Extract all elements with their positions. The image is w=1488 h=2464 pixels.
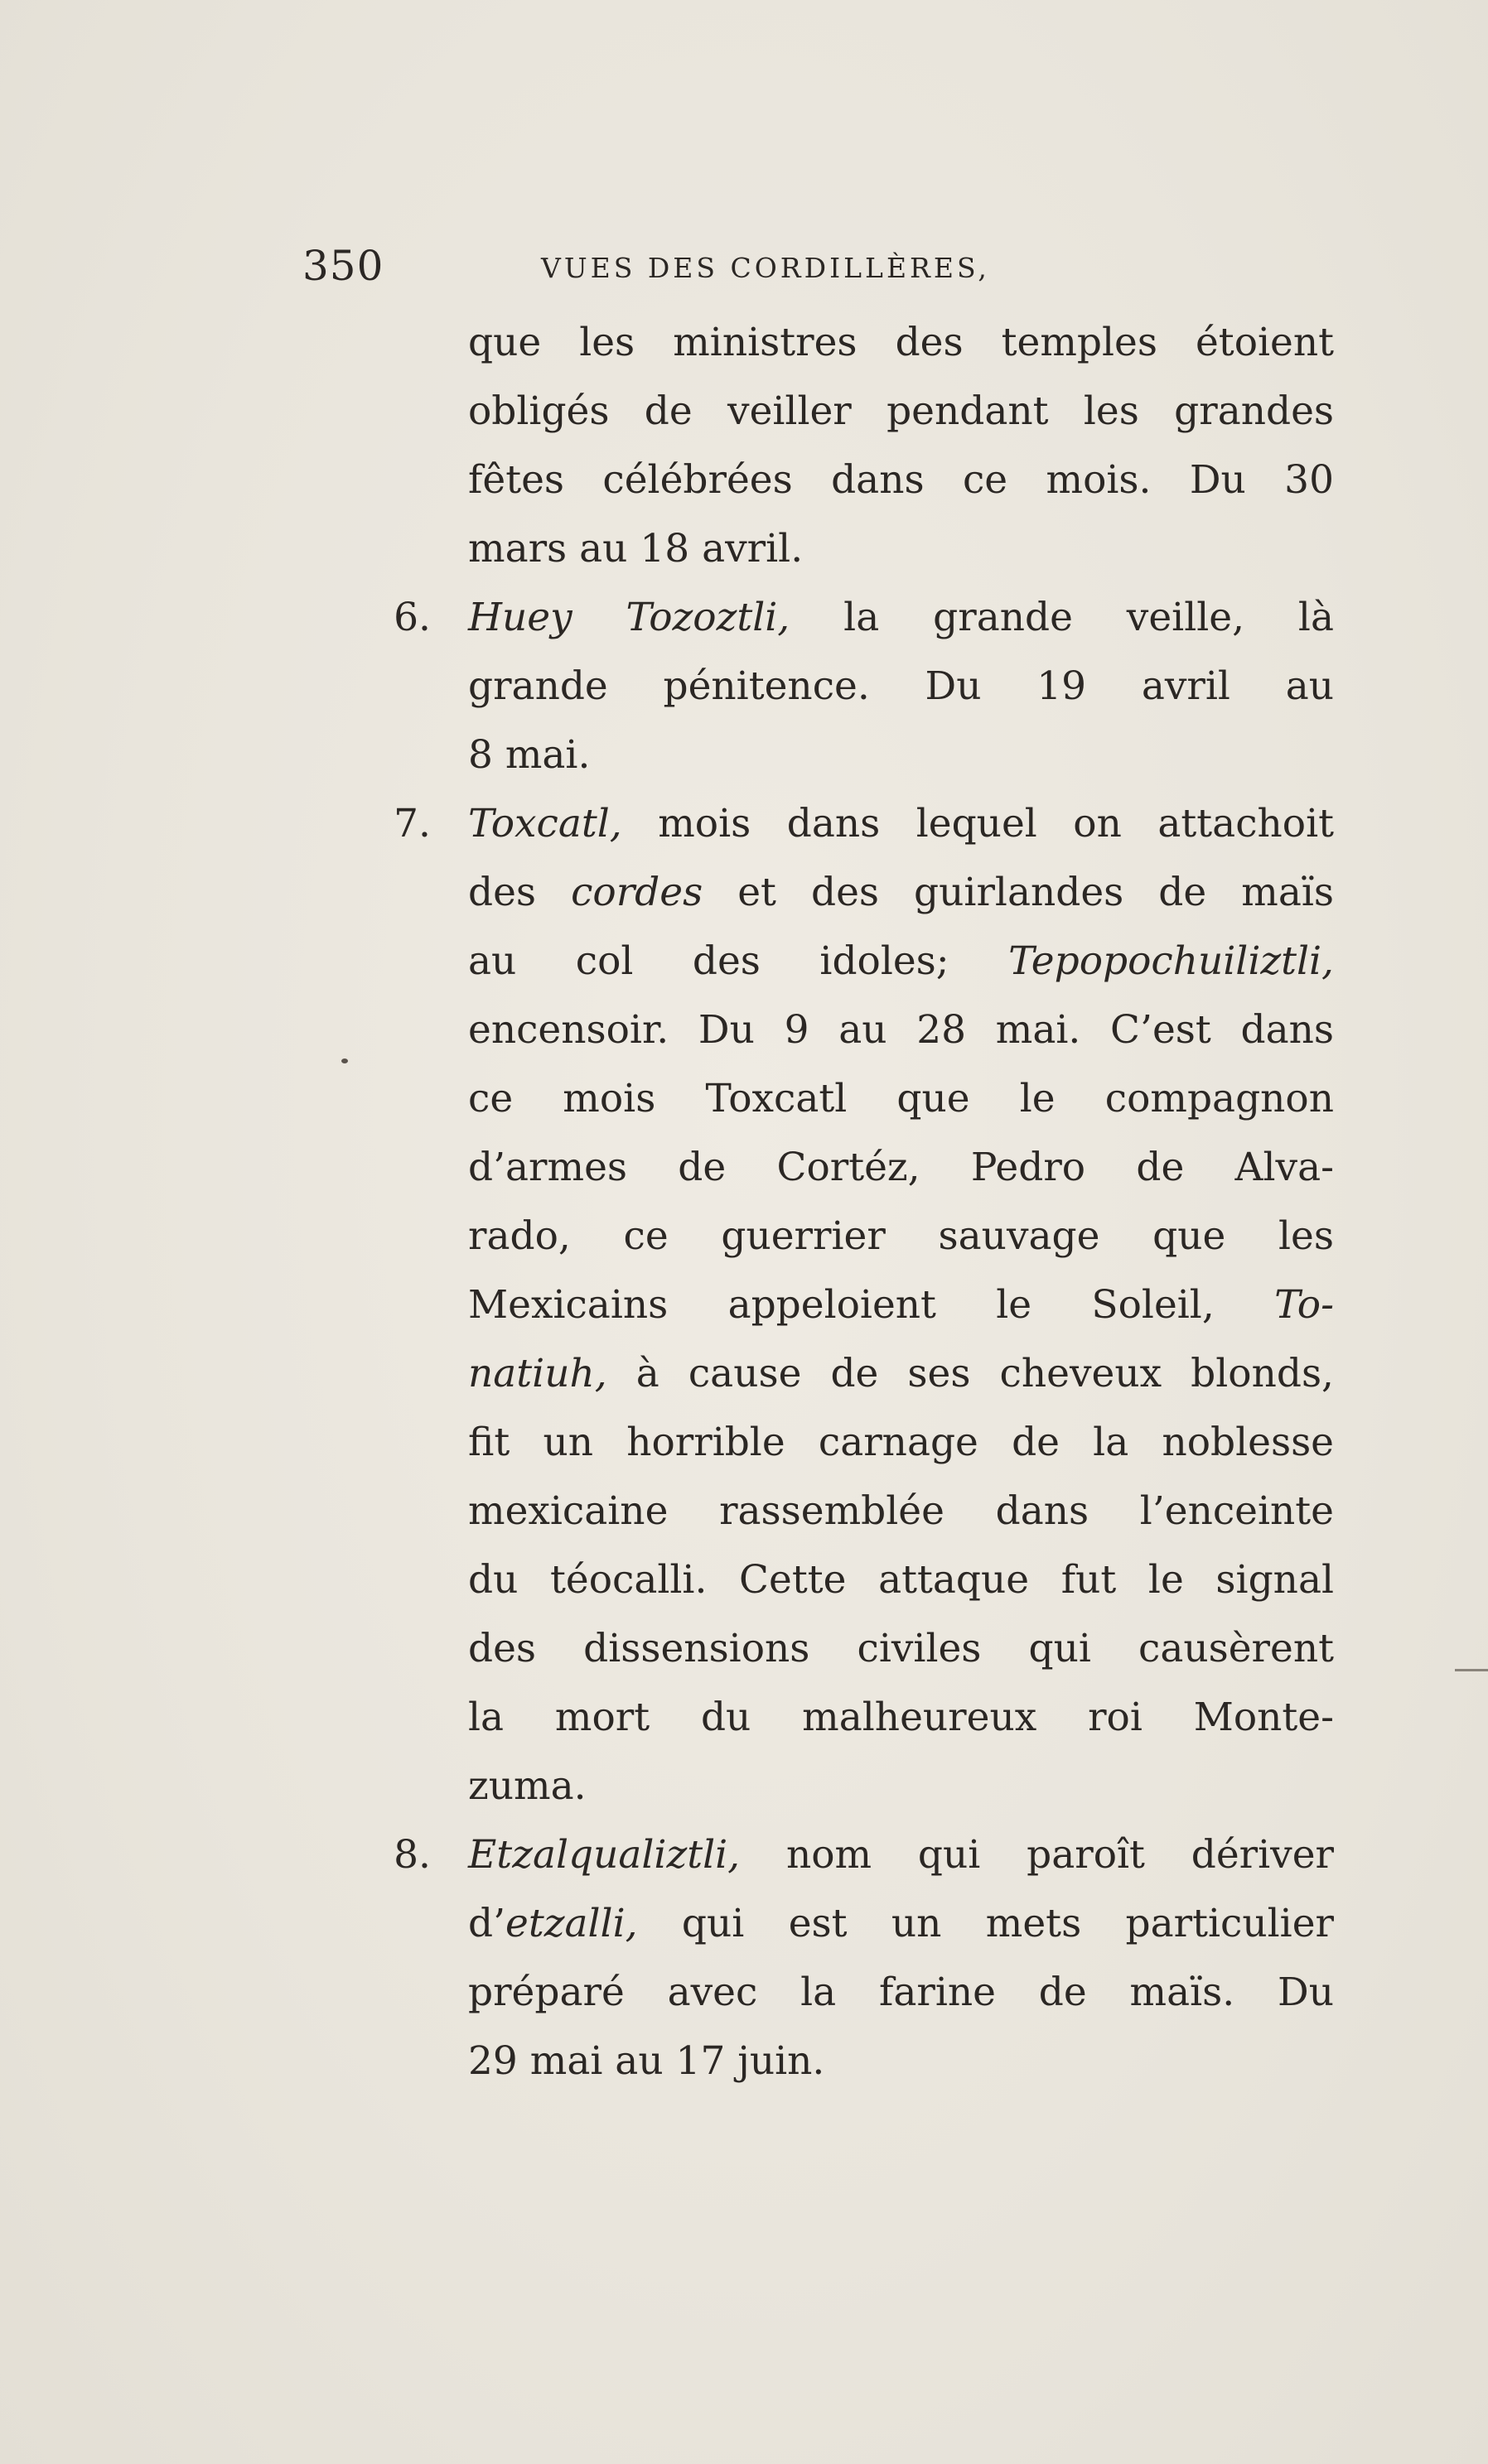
entry-number: 6. [394, 595, 431, 640]
running-title: VUES DES CORDILLÈRES, [541, 252, 990, 284]
margin-mark [1455, 1669, 1488, 1671]
month-name: Etzalqualiztli, [468, 1832, 741, 1878]
entry-number: 7. [394, 801, 431, 846]
text-line: Toxcatl, mois dans lequel on attachoit [468, 801, 1334, 846]
text-line: fit un horrible carnage de la noblesse [468, 1420, 1334, 1465]
text-line: d’etzalli, qui est un mets particulier [468, 1901, 1334, 1946]
text-line: au col des idoles; Tepopochuiliztli, [468, 938, 1334, 984]
text-line: 8 mai. [468, 732, 591, 778]
page-number: 350 [302, 242, 384, 290]
text-line: que les ministres des temples étoient [468, 320, 1334, 365]
text-line: des cordes et des guirlandes de maïs [468, 870, 1334, 915]
text-line: ce mois Toxcatl que le compagnon [468, 1076, 1334, 1121]
continuation-paragraph [381, 308, 1334, 583]
text-line: fêtes célébrées dans ce mois. Du 30 [468, 457, 1334, 503]
body-text [381, 308, 1334, 2095]
ink-speck [341, 1058, 348, 1063]
month-entry-8 [381, 1820, 1334, 2095]
text-line: obligés de veiller pendant les grandes [468, 388, 1334, 434]
text-line: zuma. [468, 1763, 587, 1809]
text-line: Mexicains appeloient le Soleil, To- [468, 1282, 1334, 1328]
text-line: rado, ce guerrier sauvage que les [468, 1213, 1334, 1259]
text-line: mexicaine rassemblée dans l’enceinte [468, 1488, 1334, 1534]
text-line: préparé avec la farine de maïs. Du [468, 1970, 1334, 2015]
text-line: d’armes de Cortéz, Pedro de Alva- [468, 1145, 1334, 1190]
month-name: Toxcatl, [468, 801, 622, 846]
entry-number: 8. [394, 1832, 431, 1878]
text-line: grande pénitence. Du 19 avril au [468, 663, 1334, 709]
text-line: la mort du malheureux roi Monte- [468, 1695, 1334, 1740]
month-entry-6 [381, 583, 1334, 789]
month-name: Huey Tozoztli, [468, 595, 790, 640]
text-line: du téocalli. Cette attaque fut le signal [468, 1557, 1334, 1603]
text-line: natiuh, à cause de ses cheveux blonds, [468, 1351, 1334, 1396]
text-line: Etzalqualiztli, nom qui paroît dériver [468, 1832, 1334, 1878]
text-line: encensoir. Du 9 au 28 mai. C’est dans [468, 1007, 1334, 1053]
text-line: Huey Tozoztli, la grande veille, là [468, 595, 1334, 640]
text-line: 29 mai au 17 juin. [468, 2038, 825, 2084]
month-entry-7 [381, 789, 1334, 1820]
text-line: mars au 18 avril. [468, 526, 804, 571]
running-head [302, 242, 1338, 300]
text-line: des dissensions civiles qui causèrent [468, 1626, 1334, 1671]
